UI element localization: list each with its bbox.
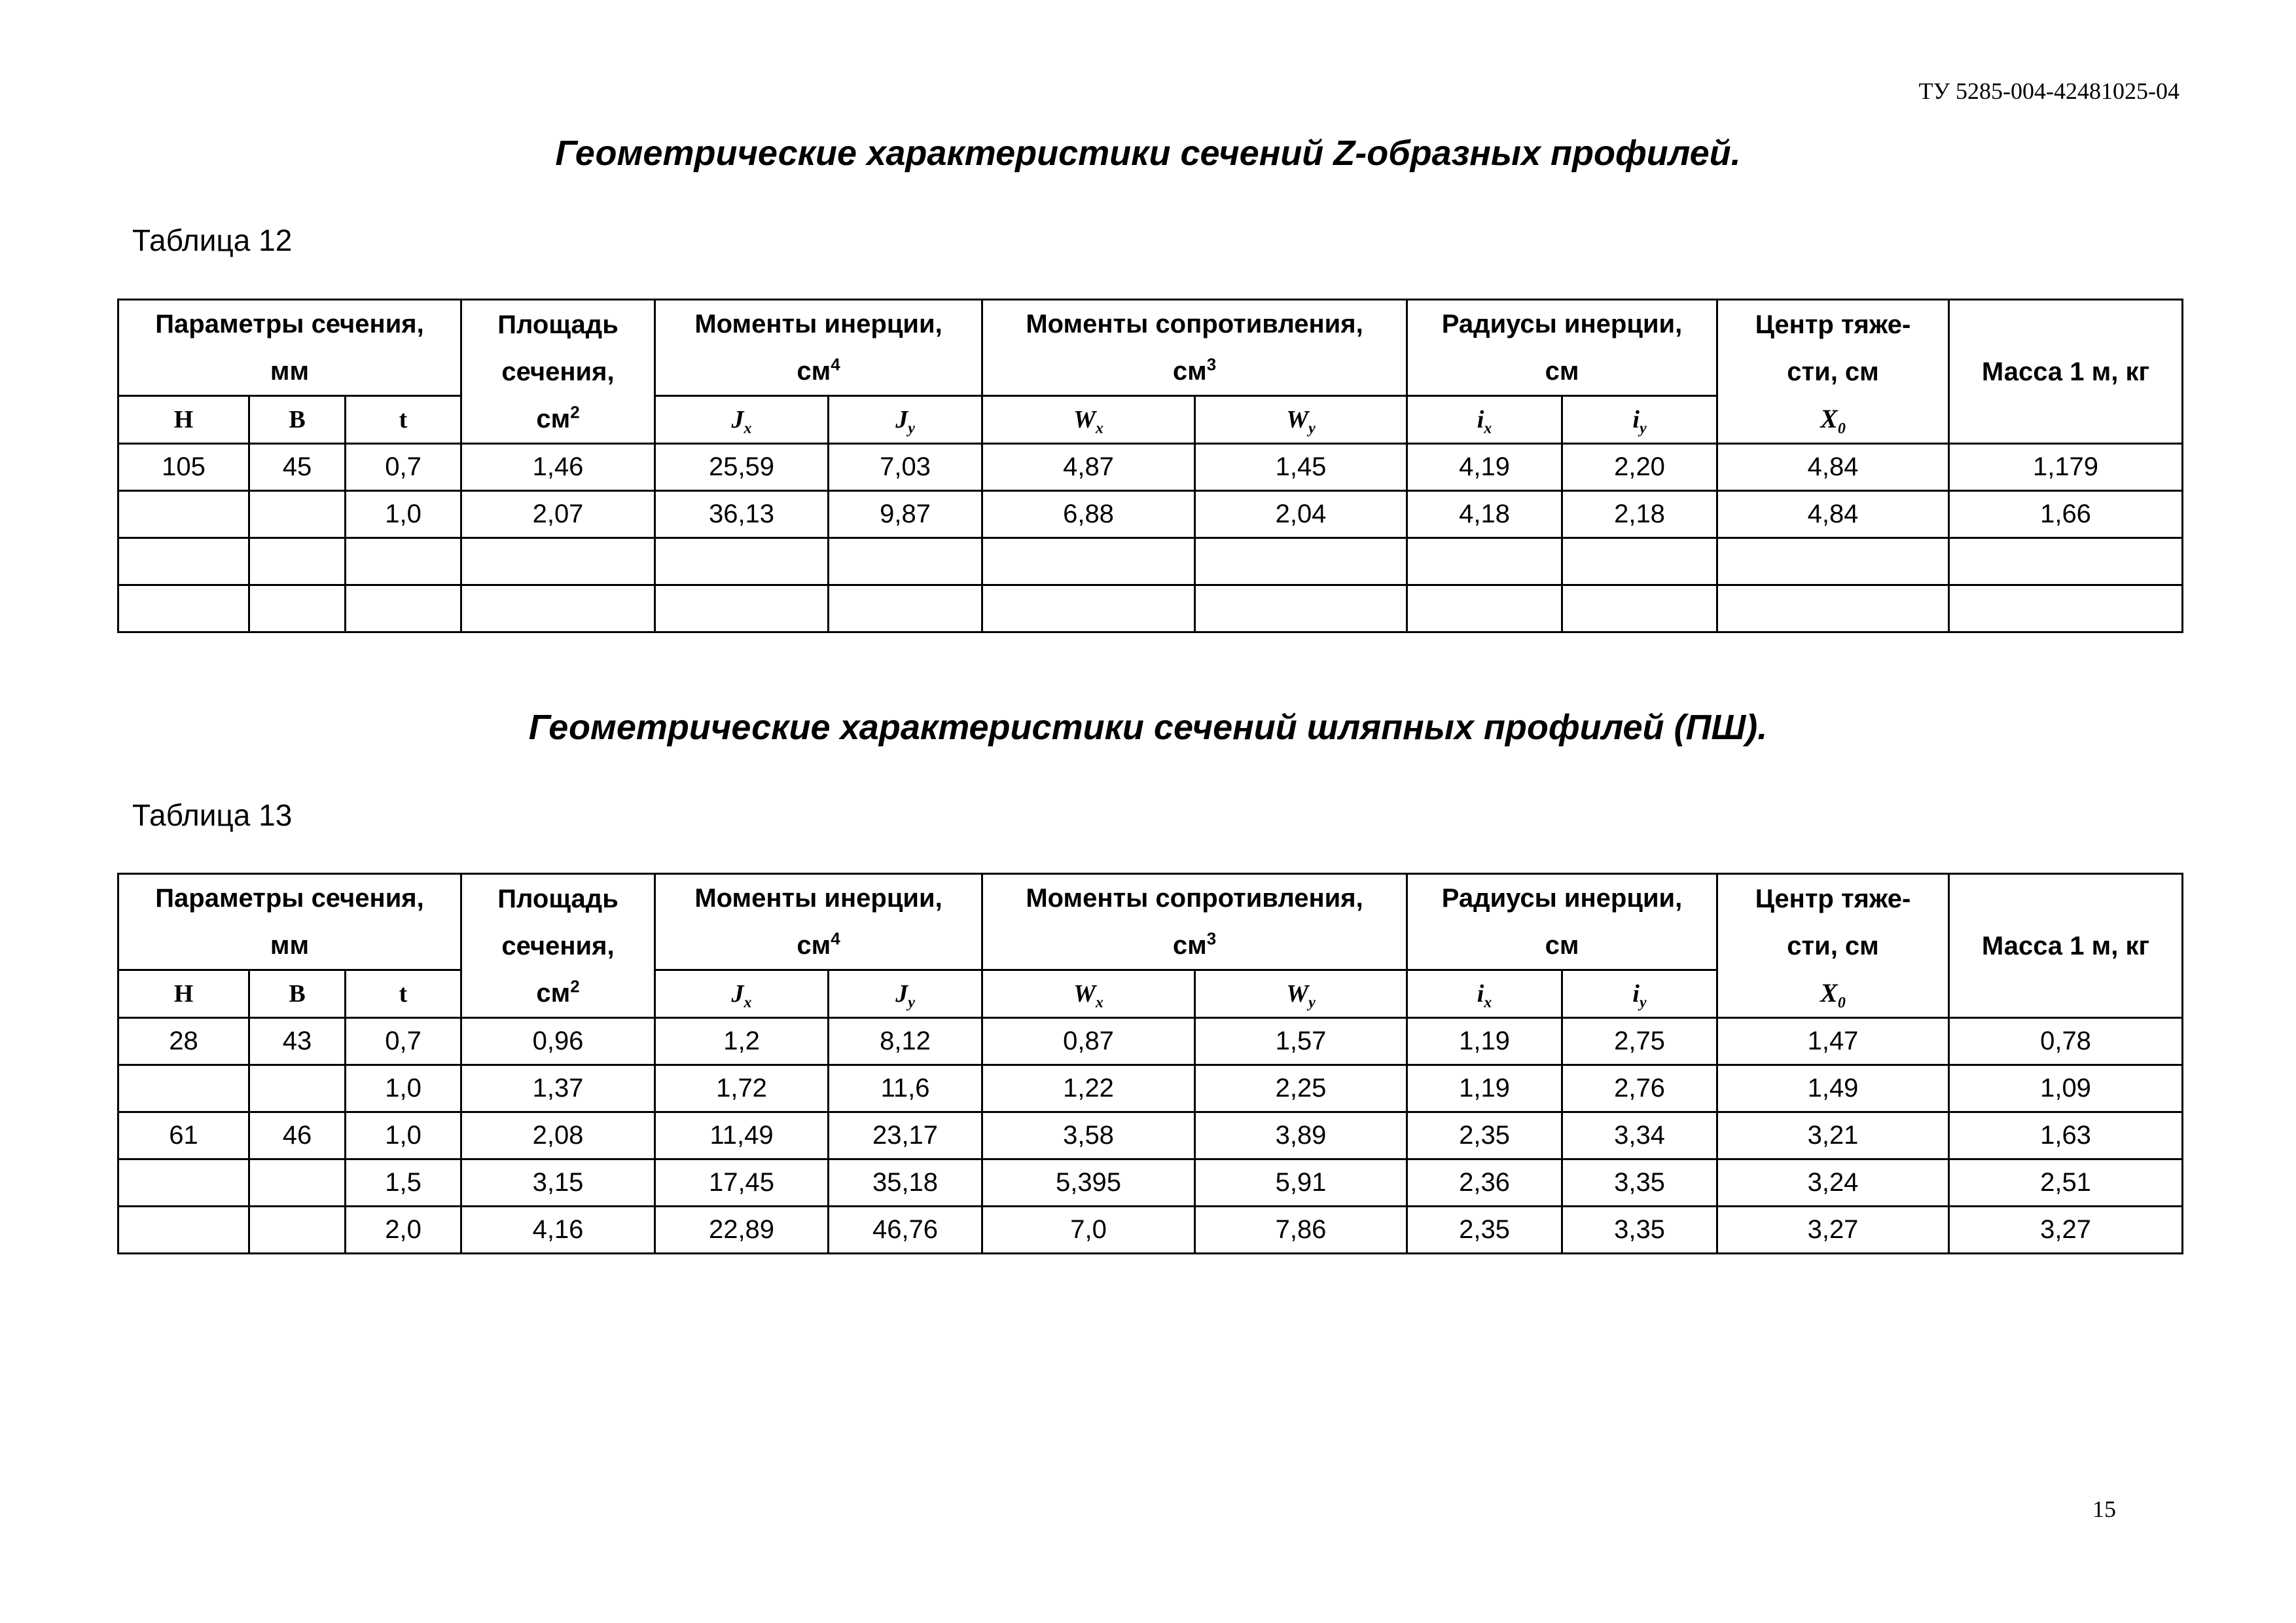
cell-ix: 2,36 (1407, 1159, 1562, 1207)
cell-t: 0,7 (346, 444, 461, 491)
cell-x0: 3,24 (1717, 1159, 1949, 1207)
header-ix: $i_x$ (1407, 396, 1562, 444)
cell-jy: 35,18 (829, 1159, 982, 1207)
cell-iy: 2,76 (1562, 1065, 1717, 1112)
cell-wx: 4,87 (982, 444, 1195, 491)
cell-t: 1,0 (346, 1065, 461, 1112)
cell-wx: 3,58 (982, 1112, 1195, 1159)
cell-iy: 2,75 (1562, 1018, 1717, 1065)
cell-mass: 0,78 (1949, 1018, 2183, 1065)
header-t: t (346, 970, 461, 1018)
cell-mass: 3,27 (1949, 1207, 2183, 1254)
cell-wx: 7,0 (982, 1207, 1195, 1254)
cell-jy: 7,03 (829, 444, 982, 491)
header-ix: $i_x$ (1407, 970, 1562, 1018)
table-row (118, 1018, 2183, 1065)
cell-wy: 2,25 (1195, 1065, 1407, 1112)
cell-wx (982, 585, 1195, 632)
cell-b (249, 1159, 346, 1207)
cell-jy (829, 585, 982, 632)
header-moments-of-inertia: Моменты инерции, $см^4$ (655, 300, 982, 396)
cell-jx (655, 585, 829, 632)
header-jy: $J_y$ (829, 970, 982, 1018)
cell-b (249, 1065, 346, 1112)
table-header (118, 874, 2183, 1018)
header-iy: $i_y$ (1562, 970, 1717, 1018)
header-center-of-gravity: Центр тяже- сти, см $X_0$ (1717, 874, 1949, 1018)
cell-x0: 4,84 (1717, 444, 1949, 491)
cell-ix: 4,19 (1407, 444, 1562, 491)
cell-jy: 9,87 (829, 491, 982, 538)
cell-t: 2,0 (346, 1207, 461, 1254)
table-header (118, 300, 2183, 444)
cell-jx: 11,49 (655, 1112, 829, 1159)
cell-b: 43 (249, 1018, 346, 1065)
cell-area (461, 538, 655, 585)
cell-iy: 3,34 (1562, 1112, 1717, 1159)
cell-area: 1,37 (461, 1065, 655, 1112)
cell-wx (982, 538, 1195, 585)
table-row (118, 585, 2183, 632)
cell-mass: 1,63 (1949, 1112, 2183, 1159)
header-wx: $W_x$ (982, 970, 1195, 1018)
header-radii-of-gyration: Радиусы инерции, см (1407, 874, 1717, 970)
table-13-label: Таблица 13 (132, 798, 293, 832)
cell-area: 4,16 (461, 1207, 655, 1254)
header-jx: $J_x$ (655, 970, 829, 1018)
table-row (118, 538, 2183, 585)
cell-b: 45 (249, 444, 346, 491)
cell-mass: 2,51 (1949, 1159, 2183, 1207)
cell-area (461, 585, 655, 632)
cell-jy: 11,6 (829, 1065, 982, 1112)
cell-jx (655, 538, 829, 585)
table-body (118, 1018, 2183, 1254)
header-b: В (249, 970, 346, 1018)
cell-jy: 8,12 (829, 1018, 982, 1065)
cell-iy: 3,35 (1562, 1207, 1717, 1254)
cell-b (249, 538, 346, 585)
cell-wx: 6,88 (982, 491, 1195, 538)
cell-x0: 1,49 (1717, 1065, 1949, 1112)
cell-wy: 3,89 (1195, 1112, 1407, 1159)
cell-iy (1562, 538, 1717, 585)
cell-t (346, 585, 461, 632)
cell-t (346, 538, 461, 585)
document-code: ТУ 5285-004-42481025-04 (1918, 78, 2179, 104)
header-mass-per-meter: Масса 1 м, кг (1949, 300, 2183, 444)
header-wy: $W_y$ (1195, 396, 1407, 444)
cell-ix (1407, 538, 1562, 585)
cell-area: 1,46 (461, 444, 655, 491)
cell-ix: 4,18 (1407, 491, 1562, 538)
table-row (118, 491, 2183, 538)
header-t: t (346, 396, 461, 444)
page-number: 15 (2092, 1496, 2116, 1522)
cell-ix: 2,35 (1407, 1112, 1562, 1159)
header-iy: $i_y$ (1562, 396, 1717, 444)
cell-h (118, 491, 249, 538)
cell-wx: 0,87 (982, 1018, 1195, 1065)
header-section-moduli: Моменты сопротивления, $см^3$ (982, 874, 1407, 970)
header-wx: $W_x$ (982, 396, 1195, 444)
cell-t: 1,5 (346, 1159, 461, 1207)
cell-iy: 2,18 (1562, 491, 1717, 538)
cell-x0: 3,21 (1717, 1112, 1949, 1159)
cell-area: 2,07 (461, 491, 655, 538)
header-jy: $J_y$ (829, 396, 982, 444)
cell-jy: 23,17 (829, 1112, 982, 1159)
cell-ix (1407, 585, 1562, 632)
cell-jx: 17,45 (655, 1159, 829, 1207)
cell-jy (829, 538, 982, 585)
table-body (118, 444, 2183, 632)
table-row (118, 1207, 2183, 1254)
header-b: В (249, 396, 346, 444)
cell-jx: 1,2 (655, 1018, 829, 1065)
cell-wy (1195, 538, 1407, 585)
cell-iy: 3,35 (1562, 1159, 1717, 1207)
cell-h (118, 1159, 249, 1207)
cell-wy: 2,04 (1195, 491, 1407, 538)
cell-mass: 1,09 (1949, 1065, 2183, 1112)
cell-t: 1,0 (346, 491, 461, 538)
cell-jx: 1,72 (655, 1065, 829, 1112)
cell-wy (1195, 585, 1407, 632)
cell-t: 1,0 (346, 1112, 461, 1159)
table-row (118, 1065, 2183, 1112)
cell-wy: 1,57 (1195, 1018, 1407, 1065)
cell-iy: 2,20 (1562, 444, 1717, 491)
cell-h: 105 (118, 444, 249, 491)
cell-x0 (1717, 585, 1949, 632)
header-section-params: Параметры сечения, мм (118, 300, 461, 396)
cell-wy: 1,45 (1195, 444, 1407, 491)
cell-wy: 5,91 (1195, 1159, 1407, 1207)
cell-mass (1949, 538, 2183, 585)
header-area: Площадь сечения, $см^2$ (461, 874, 655, 1018)
cell-t: 0,7 (346, 1018, 461, 1065)
header-h: Н (118, 396, 249, 444)
cell-h (118, 1065, 249, 1112)
header-wy: $W_y$ (1195, 970, 1407, 1018)
cell-h (118, 585, 249, 632)
cell-b (249, 491, 346, 538)
cell-mass: 1,66 (1949, 491, 2183, 538)
cell-ix: 2,35 (1407, 1207, 1562, 1254)
cell-wx: 1,22 (982, 1065, 1195, 1112)
cell-ix: 1,19 (1407, 1065, 1562, 1112)
table-12 (117, 299, 2183, 633)
header-area: Площадь сечения, $см^2$ (461, 300, 655, 444)
table-12-label: Таблица 12 (132, 223, 293, 257)
cell-mass: 1,179 (1949, 444, 2183, 491)
header-jx: $J_x$ (655, 396, 829, 444)
header-section-moduli: Моменты сопротивления, $см^3$ (982, 300, 1407, 396)
table-row (118, 444, 2183, 491)
table-13 (117, 873, 2183, 1254)
header-h: Н (118, 970, 249, 1018)
table-13-title: Геометрические характеристики сечений шляпных профилей (ПШ). (528, 708, 1768, 747)
cell-mass (1949, 585, 2183, 632)
cell-area: 3,15 (461, 1159, 655, 1207)
table-12-title: Геометрические характеристики сечений Z-образных профилей. (555, 134, 1741, 173)
header-radii-of-gyration: Радиусы инерции, см (1407, 300, 1717, 396)
table-row (118, 1112, 2183, 1159)
cell-jy: 46,76 (829, 1207, 982, 1254)
cell-jx: 25,59 (655, 444, 829, 491)
cell-h: 61 (118, 1112, 249, 1159)
cell-x0 (1717, 538, 1949, 585)
table-row (118, 1159, 2183, 1207)
cell-x0: 1,47 (1717, 1018, 1949, 1065)
cell-jx: 36,13 (655, 491, 829, 538)
cell-b (249, 585, 346, 632)
cell-h (118, 1207, 249, 1254)
header-mass-per-meter: Масса 1 м, кг (1949, 874, 2183, 1018)
cell-area: 0,96 (461, 1018, 655, 1065)
header-moments-of-inertia: Моменты инерции, $см^4$ (655, 874, 982, 970)
cell-h: 28 (118, 1018, 249, 1065)
header-section-params: Параметры сечения, мм (118, 874, 461, 970)
cell-area: 2,08 (461, 1112, 655, 1159)
cell-ix: 1,19 (1407, 1018, 1562, 1065)
cell-x0: 3,27 (1717, 1207, 1949, 1254)
cell-x0: 4,84 (1717, 491, 1949, 538)
header-center-of-gravity: Центр тяже- сти, см $X_0$ (1717, 300, 1949, 444)
cell-b: 46 (249, 1112, 346, 1159)
cell-h (118, 538, 249, 585)
cell-iy (1562, 585, 1717, 632)
cell-jx: 22,89 (655, 1207, 829, 1254)
cell-wx: 5,395 (982, 1159, 1195, 1207)
cell-b (249, 1207, 346, 1254)
cell-wy: 7,86 (1195, 1207, 1407, 1254)
